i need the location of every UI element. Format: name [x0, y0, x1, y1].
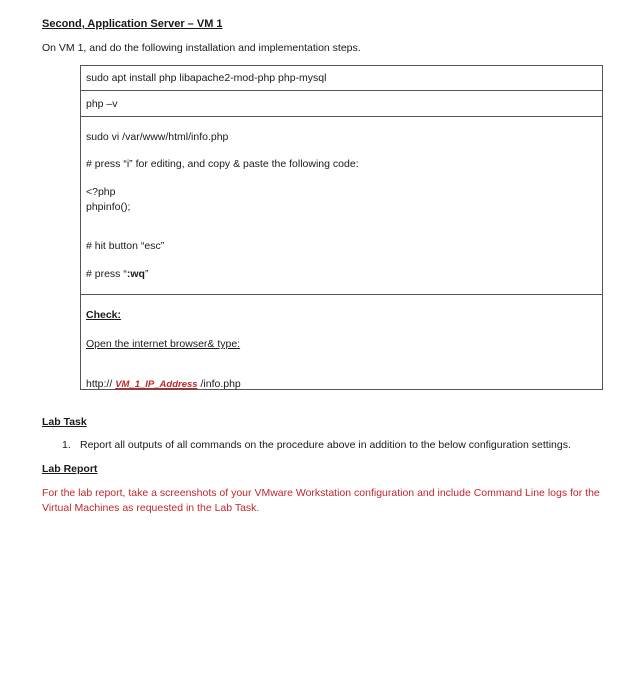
check-url — [86, 378, 241, 390]
open-browser-instruction: Open the internet browser& type: — [86, 338, 241, 350]
list-item-text: Report all outputs of all commands on the procedure above in addition to the below configuration settings. — [80, 439, 571, 451]
url-prefix: http:// — [86, 378, 113, 390]
lab-report-text: For the lab report, take a screenshots of your VMware Workstation configuration and include Command Line logs for the Virtual Machines as requested in the Lab Task. — [42, 487, 600, 514]
url-suffix: /info.php — [197, 378, 241, 390]
table-row-install — [81, 66, 602, 90]
esc-instruction: # hit button “esc” — [86, 240, 165, 252]
table-row-check — [81, 294, 602, 392]
code-line-1: <?php — [86, 186, 116, 198]
table-row-version — [81, 90, 602, 117]
section-heading: Second, Application Server – VM 1 — [42, 18, 223, 30]
lab-task-heading: Lab Task — [42, 416, 87, 428]
list-item-number: 1. — [62, 439, 71, 451]
url-ip-placeholder: VM_1_IP_Address — [115, 379, 198, 390]
steps-table — [80, 65, 603, 390]
check-label: Check: — [86, 309, 122, 321]
lab-report-heading: Lab Report — [42, 463, 98, 475]
wq-prefix: # press “ — [86, 268, 127, 280]
vi-command: sudo vi /var/www/html/info.php — [86, 131, 229, 143]
list-item — [62, 439, 571, 451]
install-command: sudo apt install php libapache2-mod-php php-mysql — [86, 72, 327, 84]
code-line-2: phpinfo(); — [86, 201, 131, 213]
edit-instruction: # press “i” for editing, and copy & paste the following code: — [86, 158, 359, 170]
table-row-edit-file — [81, 116, 602, 295]
wq-suffix: ” — [144, 268, 149, 280]
intro-text: On VM 1, and do the following installation and implementation steps. — [42, 42, 361, 54]
wq-instruction — [86, 268, 148, 280]
wq-command: :wq — [126, 268, 145, 280]
version-command: php –v — [86, 98, 118, 110]
